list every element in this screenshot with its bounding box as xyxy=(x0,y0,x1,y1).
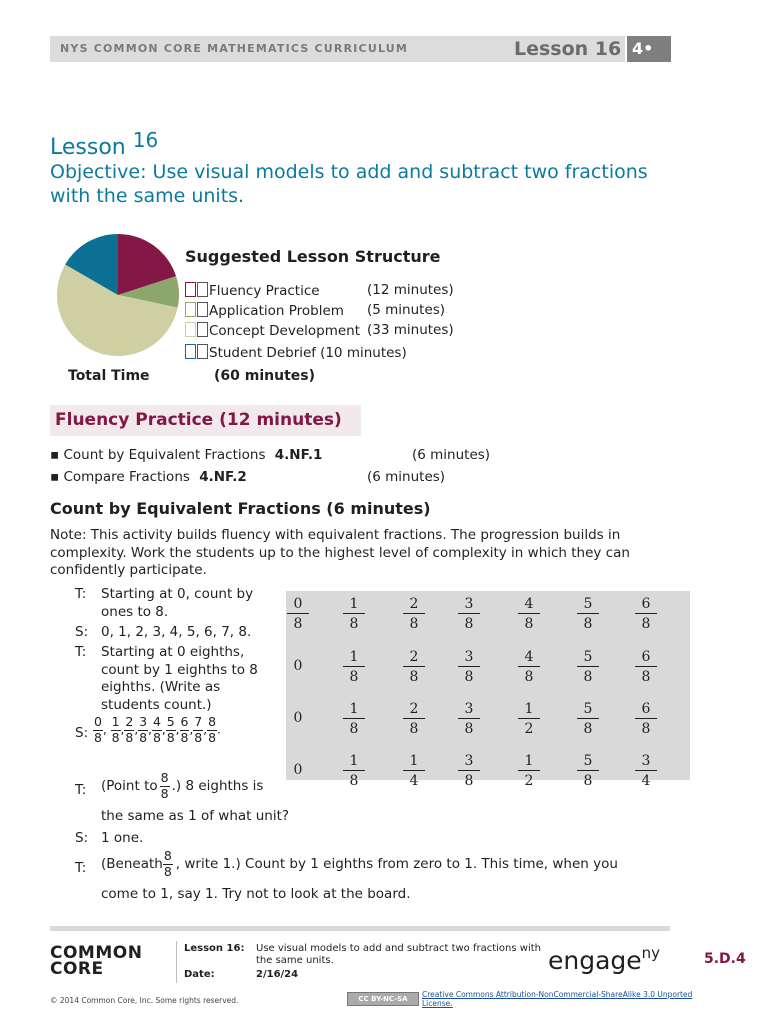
cc-license-badge: CC BY-NC-SA xyxy=(347,992,419,1006)
fraction-denominator: 8 xyxy=(464,721,474,737)
fraction-numerator: 8 xyxy=(160,770,169,785)
student-fraction-sequence xyxy=(93,716,221,744)
bullet-minutes: (6 minutes) xyxy=(367,469,446,485)
fraction-numerator: 5 xyxy=(577,596,599,614)
fraction-denominator: 4 xyxy=(641,773,651,789)
teacher-line xyxy=(101,586,276,621)
fraction-numerator: 3 xyxy=(635,753,657,771)
fluency-bullet: ▪ Compare Fractions 4.NF.2 xyxy=(50,469,247,485)
fraction-denominator: 8 xyxy=(583,616,593,632)
fraction-denominator: 8 xyxy=(409,669,419,685)
fraction-table xyxy=(286,591,690,789)
lesson-number: 16 xyxy=(132,128,159,152)
fraction-denominator: 8 xyxy=(139,729,148,745)
structure-heading: Suggested Lesson Structure xyxy=(185,247,441,266)
footer-date: 2/16/24 xyxy=(256,969,299,980)
fraction-numerator: 8 xyxy=(163,848,172,863)
engage-text: engage xyxy=(548,946,642,975)
separator: , xyxy=(120,722,125,737)
separator: , xyxy=(161,722,166,737)
teacher-line xyxy=(101,644,281,714)
fraction-numerator: 5 xyxy=(166,714,175,729)
activity-note: Note: This activity builds fluency with equivalent fractions. The progression builds in complexity. Work the students up to the highest level of complexity in which they can confidently participate. xyxy=(50,527,630,578)
fraction-numerator: 6 xyxy=(180,714,189,729)
structure-item-minutes: (33 minutes) xyxy=(367,322,454,338)
structure-item-label: Student Debrief xyxy=(209,345,317,361)
fraction-denominator: 8 xyxy=(349,773,359,789)
fraction-denominator: 8 xyxy=(349,616,359,632)
fraction-numerator: 2 xyxy=(403,701,425,719)
fraction-numerator: 0 xyxy=(94,714,102,729)
fraction-denominator: 8 xyxy=(163,863,172,879)
fraction-numerator: 3 xyxy=(458,701,480,719)
separator: . xyxy=(217,722,221,737)
speaker-label: T: xyxy=(75,860,87,876)
fraction-denominator: 8 xyxy=(194,729,203,745)
engage-ny-logo xyxy=(548,944,660,975)
fraction xyxy=(193,716,203,744)
structure-item xyxy=(185,344,407,361)
fraction-denominator: 8 xyxy=(583,669,593,685)
structure-item-label: Application Problem xyxy=(209,303,344,319)
table-whole: 0 xyxy=(293,710,303,726)
teacher-text: , write 1.) Count by 1 eighths from zero to 1. This time, when you xyxy=(175,856,618,872)
fraction-numerator: 6 xyxy=(635,701,657,719)
fraction-denominator: 8 xyxy=(349,721,359,737)
fluency-bullet: ▪ Count by Equivalent Fractions 4.NF.1 xyxy=(50,447,323,463)
fraction-numerator: 3 xyxy=(139,714,148,729)
fraction-denominator: 8 xyxy=(409,616,419,632)
fraction xyxy=(124,716,134,744)
fraction-denominator: 8 xyxy=(641,616,651,632)
fraction-denominator: 4 xyxy=(409,773,419,789)
footer-lesson-text: Use visual models to add and subtract two fractions with the same units. xyxy=(256,943,541,966)
structure-item-label: Fluency Practice xyxy=(209,283,320,299)
fraction-denominator: 2 xyxy=(524,721,534,737)
logo-line: CORE xyxy=(50,959,104,979)
table-fraction xyxy=(577,596,599,632)
structure-item-minutes: (5 minutes) xyxy=(367,302,446,318)
fraction-numerator: 2 xyxy=(403,649,425,667)
footer-lesson-label: Lesson 16: xyxy=(184,943,245,954)
fraction-denominator: 8 xyxy=(583,773,593,789)
fraction xyxy=(207,716,217,744)
fraction-denominator: 8 xyxy=(524,669,534,685)
color-box-icon xyxy=(185,344,196,359)
box-icon xyxy=(197,302,208,317)
fraction-denominator: 8 xyxy=(111,729,120,745)
speaker-label: S: xyxy=(75,624,89,640)
header-grade: 4• xyxy=(627,36,671,62)
fraction-numerator: 2 xyxy=(125,714,134,729)
curriculum-title: NYS COMMON CORE MATHEMATICS CURRICULUM xyxy=(60,42,409,55)
student-text: 1 one. xyxy=(101,830,144,846)
table-fraction xyxy=(577,701,599,737)
logo-line: COMMON xyxy=(50,943,143,963)
speaker-label: S: xyxy=(75,830,89,846)
table-fraction xyxy=(635,701,657,737)
fraction-denominator: 8 xyxy=(524,616,534,632)
separator: , xyxy=(175,722,180,737)
table-whole: 0 xyxy=(293,658,303,674)
fraction-numerator: 1 xyxy=(343,753,365,771)
fraction-numerator: 6 xyxy=(635,596,657,614)
fraction-numerator: 3 xyxy=(458,596,480,614)
table-fraction xyxy=(343,701,365,737)
fraction-numerator: 1 xyxy=(518,701,540,719)
table-fraction xyxy=(403,753,425,789)
fraction xyxy=(152,716,162,744)
fraction-numerator: 4 xyxy=(152,714,161,729)
fluency-heading: Fluency Practice (12 minutes) xyxy=(55,410,342,430)
fraction xyxy=(138,716,148,744)
bullet-text: Compare Fractions xyxy=(63,469,190,485)
lesson-structure-pie xyxy=(56,232,180,358)
speaker-label: S: xyxy=(75,725,89,741)
footer-divider xyxy=(50,926,670,931)
lesson-word: Lesson xyxy=(50,135,126,160)
teacher-text: students count.) xyxy=(101,696,212,713)
table-fraction xyxy=(577,753,599,789)
table-fraction xyxy=(343,753,365,789)
table-fraction xyxy=(518,649,540,685)
fraction-denominator: 8 xyxy=(641,721,651,737)
common-core-logo xyxy=(50,945,142,977)
fraction-denominator: 8 xyxy=(208,729,217,745)
table-fraction xyxy=(458,596,480,632)
header-lesson: Lesson 16 xyxy=(514,38,622,60)
table-fraction xyxy=(403,596,425,632)
teacher-text: (Beneath xyxy=(101,856,163,872)
table-fraction xyxy=(518,701,540,737)
total-time-value: (60 minutes) xyxy=(214,368,315,384)
fraction xyxy=(111,716,121,744)
structure-item-minutes: (10 minutes) xyxy=(320,345,407,361)
license-link[interactable]: Creative Commons Attribution-NonCommercial-ShareAlike 3.0 Unported License. xyxy=(422,990,693,1008)
fraction-numerator: 7 xyxy=(194,714,203,729)
table-fraction xyxy=(403,649,425,685)
teacher-text: (Point to xyxy=(101,778,158,794)
structure-item xyxy=(185,322,360,339)
separator: , xyxy=(189,722,194,737)
table-fraction xyxy=(343,596,365,632)
engage-sup: ny xyxy=(641,944,661,962)
fraction-denominator: 8 xyxy=(409,721,419,737)
fraction-numerator: 5 xyxy=(577,649,599,667)
fraction-denominator: 8 xyxy=(160,785,169,801)
table-fraction xyxy=(458,649,480,685)
separator: , xyxy=(203,722,208,737)
teacher-text: the same as 1 of what unit? xyxy=(101,808,290,824)
fraction xyxy=(180,716,190,744)
fraction-numerator: 5 xyxy=(577,701,599,719)
table-fraction xyxy=(518,753,540,789)
fraction-numerator: 1 xyxy=(111,714,120,729)
fraction-numerator: 4 xyxy=(518,649,540,667)
fraction-numerator: 6 xyxy=(635,649,657,667)
table-fraction xyxy=(635,649,657,685)
bullet-standard: 4.NF.2 xyxy=(199,469,247,485)
separator: , xyxy=(102,722,111,737)
fraction-denominator: 8 xyxy=(464,616,474,632)
box-icon xyxy=(197,282,208,297)
footer-separator xyxy=(176,941,177,983)
footer-date-label: Date: xyxy=(184,969,215,980)
student-text: 0, 1, 2, 3, 4, 5, 6, 7, 8. xyxy=(101,624,252,640)
table-fraction xyxy=(458,753,480,789)
fraction-denominator: 8 xyxy=(464,669,474,685)
fraction-numerator: 1 xyxy=(343,701,365,719)
bullet-text: Count by Equivalent Fractions xyxy=(63,447,266,463)
speaker-label: T: xyxy=(75,586,87,602)
fraction-denominator: 8 xyxy=(293,616,303,632)
teacher-text: come to 1, say 1. Try not to look at the board. xyxy=(101,886,411,902)
fraction-numerator: 2 xyxy=(403,596,425,614)
fraction-numerator: 3 xyxy=(458,649,480,667)
fraction xyxy=(166,716,176,744)
fraction-numerator: 1 xyxy=(343,596,365,614)
fraction-numerator: 1 xyxy=(343,649,365,667)
structure-item-label: Concept Development xyxy=(209,323,361,339)
teacher-text: eighths. (Write as xyxy=(101,679,221,695)
structure-item-minutes: (12 minutes) xyxy=(367,282,454,298)
teacher-text: Starting at 0 eighths, xyxy=(101,644,245,660)
teacher-text: count by 1 eighths to 8 xyxy=(101,661,258,678)
box-icon xyxy=(197,344,208,359)
fraction-numerator: 8 xyxy=(208,714,217,729)
separator: , xyxy=(148,722,152,737)
teacher-text: .) 8 eighths is xyxy=(171,778,264,794)
speaker-label: T: xyxy=(75,782,87,798)
teacher-line xyxy=(101,772,263,800)
fraction-denominator: 8 xyxy=(349,669,359,685)
box-icon xyxy=(197,322,208,337)
color-box-icon xyxy=(185,322,196,337)
fraction-denominator: 8 xyxy=(94,729,102,745)
structure-item xyxy=(185,302,344,319)
bullet-minutes: (6 minutes) xyxy=(412,447,491,463)
fraction-denominator: 8 xyxy=(152,729,161,745)
fraction-denominator: 8 xyxy=(166,729,175,745)
bullet-standard: 4.NF.1 xyxy=(274,447,323,463)
table-fraction xyxy=(635,596,657,632)
objective: Objective: Use visual models to add and subtract two fractions with the same units. xyxy=(50,161,648,207)
fraction-numerator: 3 xyxy=(458,753,480,771)
fraction xyxy=(93,716,103,744)
color-box-icon xyxy=(185,302,196,317)
teacher-text: ones to 8. xyxy=(101,603,169,620)
fraction-numerator: 1 xyxy=(518,753,540,771)
fraction-denominator: 8 xyxy=(464,773,474,789)
fraction-denominator: 2 xyxy=(524,773,534,789)
table-fraction xyxy=(287,596,309,632)
fraction-numerator: 1 xyxy=(403,753,425,771)
table-fraction xyxy=(577,649,599,685)
table-fraction xyxy=(458,701,480,737)
structure-item xyxy=(185,282,320,299)
fraction-numerator: 0 xyxy=(287,596,309,614)
table-whole: 0 xyxy=(293,762,303,778)
separator: , xyxy=(134,722,139,737)
table-fraction xyxy=(635,753,657,789)
teacher-line xyxy=(101,850,618,878)
table-fraction xyxy=(343,649,365,685)
total-time-label: Total Time xyxy=(68,368,150,384)
speaker-label: T: xyxy=(75,644,87,660)
activity-heading: Count by Equivalent Fractions (6 minutes) xyxy=(50,499,431,518)
fraction-numerator: 5 xyxy=(577,753,599,771)
color-box-icon xyxy=(185,282,196,297)
module-code: 5.D.4 xyxy=(704,951,746,967)
page-title xyxy=(50,128,158,160)
fraction-denominator: 8 xyxy=(180,729,189,745)
table-fraction xyxy=(518,596,540,632)
table-fraction xyxy=(403,701,425,737)
copyright: © 2014 Common Core, Inc. Some rights reserved. xyxy=(50,996,239,1005)
fraction-denominator: 8 xyxy=(125,729,134,745)
fraction-denominator: 8 xyxy=(641,669,651,685)
fraction-denominator: 8 xyxy=(583,721,593,737)
teacher-text: Starting at 0, count by xyxy=(101,586,254,602)
fraction-numerator: 4 xyxy=(518,596,540,614)
